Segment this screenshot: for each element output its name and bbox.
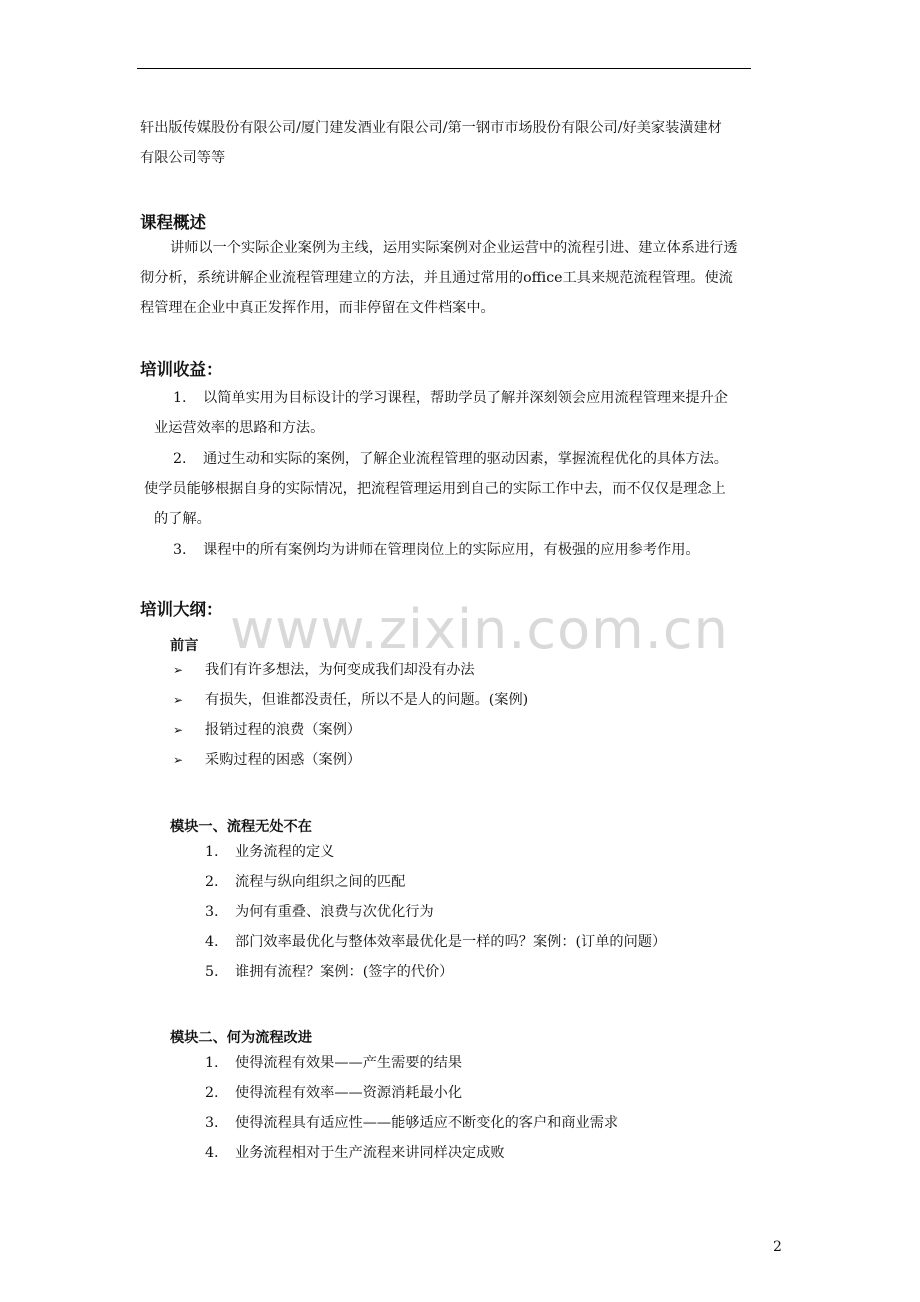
list-number: 2.: [173, 451, 187, 467]
arrow-bullet-icon: ➢: [173, 693, 184, 707]
preface-item-text: 采购过程的困惑（案例）: [205, 752, 362, 768]
preface-item-text: 报销过程的浪费（案例）: [205, 722, 362, 738]
module1-item: [205, 842, 334, 862]
overview-line: 讲师以一个实际企业案例为主线，运用实际案例对企业运营中的流程引进、建立体系进行透: [170, 240, 738, 256]
list-number: 1.: [205, 1055, 219, 1071]
benefit-continuation: 业运营效率的思路和方法。: [154, 420, 325, 436]
module1-item: [205, 902, 434, 922]
list-number: 1.: [205, 844, 219, 860]
arrow-bullet-icon: ➢: [173, 663, 184, 677]
watermark: www.zixin.com.cn: [230, 598, 729, 661]
list-number: 5.: [205, 964, 219, 980]
benefit-item: [173, 540, 700, 560]
module1-item-text: 业务流程的定义: [235, 844, 335, 860]
intro-line: 有限公司等等: [140, 150, 226, 166]
overview-line: 程管理在企业中真正发挥作用，而非停留在文件档案中。: [140, 300, 495, 316]
module1-item-text: 谁拥有流程？案例：(签字的代价）: [235, 964, 454, 980]
benefit-text: 通过生动和实际的案例，了解企业流程管理的驱动因素，掌握流程优化的具体方法。: [203, 451, 728, 467]
benefit-text: 以简单实用为目标设计的学习课程，帮助学员了解并深刻领会应用流程管理来提升企: [203, 390, 728, 406]
list-number: 2.: [205, 874, 219, 890]
section-heading-benefits: 培训收益：: [140, 360, 223, 379]
section-heading-outline: 培训大纲：: [140, 600, 223, 619]
module1-item-text: 部门效率最优化与整体效率最优化是一样的吗？案例：(订单的问题）: [235, 934, 667, 950]
module2-item-text: 使得流程有效率——资源消耗最小化: [235, 1085, 463, 1101]
header-rule: [137, 68, 751, 69]
module1-item: [205, 962, 453, 982]
preface-title: 前言: [170, 638, 199, 654]
module1-item-text: 流程与纵向组织之间的匹配: [235, 874, 406, 890]
module2-title: 模块二、何为流程改进: [170, 1030, 312, 1046]
preface-item: [173, 690, 528, 710]
section-heading-overview: 课程概述: [140, 213, 206, 232]
module2-item: [205, 1143, 505, 1163]
module1-title: 模块一、流程无处不在: [170, 819, 312, 835]
list-number: 3.: [205, 1115, 219, 1131]
module2-item: [205, 1053, 462, 1073]
module2-item: [205, 1083, 462, 1103]
arrow-bullet-icon: ➢: [173, 753, 184, 767]
benefit-continuation: 使学员能够根据自身的实际情况，把流程管理运用到自己的实际工作中去，而不仅仅是理念上: [144, 481, 726, 497]
benefit-continuation: 的了解。: [154, 511, 211, 527]
benefit-item: [173, 388, 728, 408]
intro-line: 轩出版传媒股份有限公司/厦门建发酒业有限公司/第一钢市市场股份有限公司/好美家装潢建材: [140, 120, 722, 136]
arrow-bullet-icon: ➢: [173, 723, 184, 737]
preface-item: [173, 660, 475, 680]
module2-item-text: 业务流程相对于生产流程来讲同样决定成败: [235, 1145, 505, 1161]
preface-item: [173, 720, 361, 740]
page-number: 2: [773, 1239, 782, 1255]
benefit-item: [173, 449, 728, 469]
list-number: 3.: [205, 904, 219, 920]
benefit-text: 课程中的所有案例均为讲师在管理岗位上的实际应用，有极强的应用参考作用。: [203, 542, 700, 558]
list-number: 1.: [173, 390, 187, 406]
preface-item-text: 有损失，但谁都没责任，所以不是人的问题。(案例): [205, 692, 529, 708]
list-number: 4.: [205, 1145, 219, 1161]
overview-line: 彻分析，系统讲解企业流程管理建立的方法，并且通过常用的office工具来规范流程管理。使流: [140, 270, 733, 286]
module1-item: [205, 932, 666, 952]
module2-item-text: 使得流程具有适应性——能够适应不断变化的客户和商业需求: [235, 1115, 619, 1131]
preface-item-text: 我们有许多想法，为何变成我们却没有办法: [205, 662, 475, 678]
list-number: 2.: [205, 1085, 219, 1101]
module1-item-text: 为何有重叠、浪费与次优化行为: [235, 904, 434, 920]
module2-item: [205, 1113, 618, 1133]
list-number: 4.: [205, 934, 219, 950]
module2-item-text: 使得流程有效果——产生需要的结果: [235, 1055, 463, 1071]
list-number: 3.: [173, 542, 187, 558]
preface-item: [173, 750, 361, 770]
module1-item: [205, 872, 405, 892]
